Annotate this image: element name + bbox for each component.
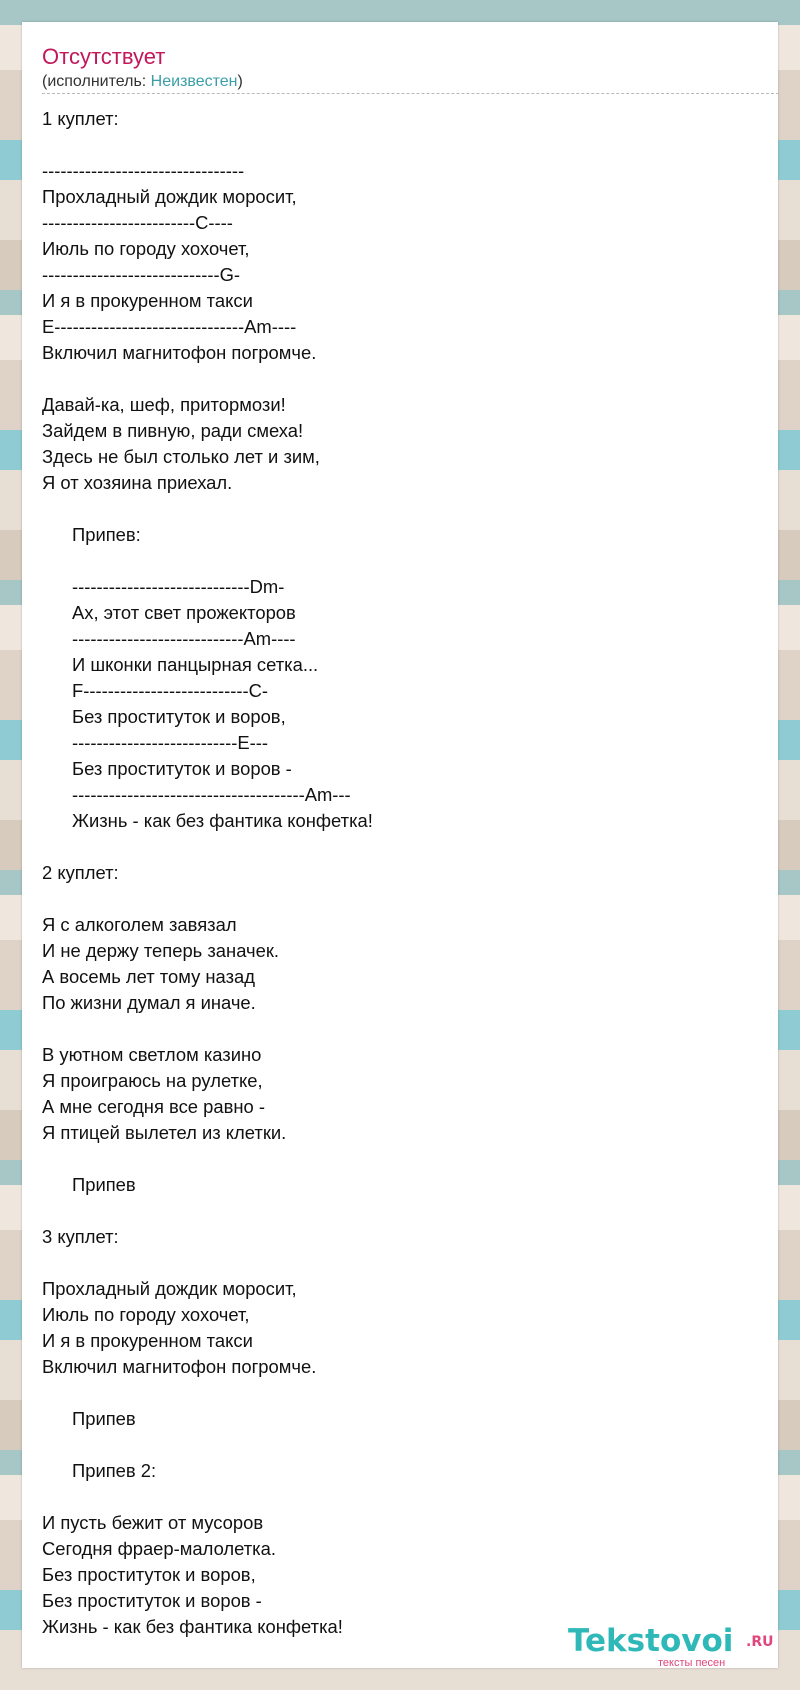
lyric-line: А восемь лет тому назад [42,966,255,987]
lyric-line: -----------------------------G- [42,264,241,285]
lyric-line [42,548,772,574]
lyric-line: Без проституток и воров - [42,1590,262,1611]
artist-link[interactable]: Неизвестен [150,73,238,90]
lyric-line [42,496,772,522]
song-title: Отсутствует [42,44,166,69]
lyric-line: Без проституток и воров - [72,758,292,779]
lyric-line [42,1016,772,1042]
lyric-line: Прохладный дождик моросит, [42,186,297,207]
logo-tagline: тексты песен [658,1657,726,1669]
lyric-line: Здесь не был столько лет и зим, [42,446,320,467]
lyric-line: И я в прокуренном такси [42,290,253,311]
lyric-line: И не держу теперь заначек. [42,940,279,961]
lyric-line: Давай-ка, шеф, притормози! [42,394,286,415]
lyric-line: Припев: [72,524,141,545]
lyric-line: E-------------------------------Am---- [42,316,297,337]
lyric-line: И я в прокуренном такси [42,1330,253,1351]
lyric-line: И пусть бежит от мусоров [42,1512,264,1533]
lyric-line: Я от хозяина приехал. [42,472,233,493]
lyric-line: Припев [72,1174,136,1195]
lyric-line: Ах, этот свет прожекторов [72,602,296,623]
lyric-line [42,1380,772,1406]
lyric-line: Припев 2: [72,1460,157,1481]
lyric-line [42,1432,772,1458]
lyric-line: И шконки панцырная сетка... [72,654,319,675]
lyric-line: В уютном светлом казино [42,1044,262,1065]
lyric-line: А мне сегодня все равно - [42,1096,265,1117]
lyric-line: Жизнь - как без фантика конфетка! [72,810,373,831]
artist-line [42,72,243,92]
lyric-line [42,1198,772,1224]
lyric-line: 1 куплет: [42,108,119,129]
lyrics-body [42,106,772,1640]
lyric-line: --------------------------------- [42,160,245,181]
lyric-line: 2 куплет: [42,862,119,883]
lyric-line [42,834,772,860]
lyric-line: Включил магнитофон погромче. [42,1356,317,1377]
lyric-line: Я с алкоголем завязал [42,914,237,935]
site-logo[interactable] [568,1623,774,1669]
title-divider [42,93,779,94]
lyric-line: Жизнь - как без фантика конфетка! [42,1616,343,1637]
lyric-line [42,1484,772,1510]
lyric-line: Июль по городу хохочет, [42,238,250,259]
lyric-line: Я птицей вылетел из клетки. [42,1122,287,1143]
lyric-line: Без проституток и воров, [72,706,286,727]
lyric-line: 3 куплет: [42,1226,119,1247]
lyric-line: ---------------------------E--- [72,732,268,753]
lyric-line [42,1146,772,1172]
lyric-line: Июль по городу хохочет, [42,1304,250,1325]
lyric-line: Зайдем в пивную, ради смеха! [42,420,304,441]
lyrics-card [22,22,778,1668]
logo-domain: .RU [746,1634,774,1650]
lyric-line [42,886,772,912]
lyric-line: Сегодня фраер-малолетка. [42,1538,276,1559]
lyric-line: --------------------------------------Am--- [72,784,351,805]
lyric-line: -------------------------C---- [42,212,233,233]
lyric-line: Включил магнитофон погромче. [42,342,317,363]
lyric-line: По жизни думал я иначе. [42,992,256,1013]
lyric-line: Припев [72,1408,136,1429]
lyric-line: -----------------------------Dm- [72,576,285,597]
artist-suffix: ) [237,73,243,90]
lyric-line [42,132,772,158]
lyric-line: Прохладный дождик моросит, [42,1278,297,1299]
lyric-line: ----------------------------Am---- [72,628,296,649]
lyric-line: F---------------------------C- [72,680,268,701]
lyric-line [42,366,772,392]
lyric-line: Без проституток и воров, [42,1564,256,1585]
logo-wordmark: Tekstovoi [568,1623,734,1659]
lyric-line [42,1250,772,1276]
lyric-line: Я проиграюсь на рулетке, [42,1070,263,1091]
artist-prefix: (исполнитель: [42,73,151,90]
